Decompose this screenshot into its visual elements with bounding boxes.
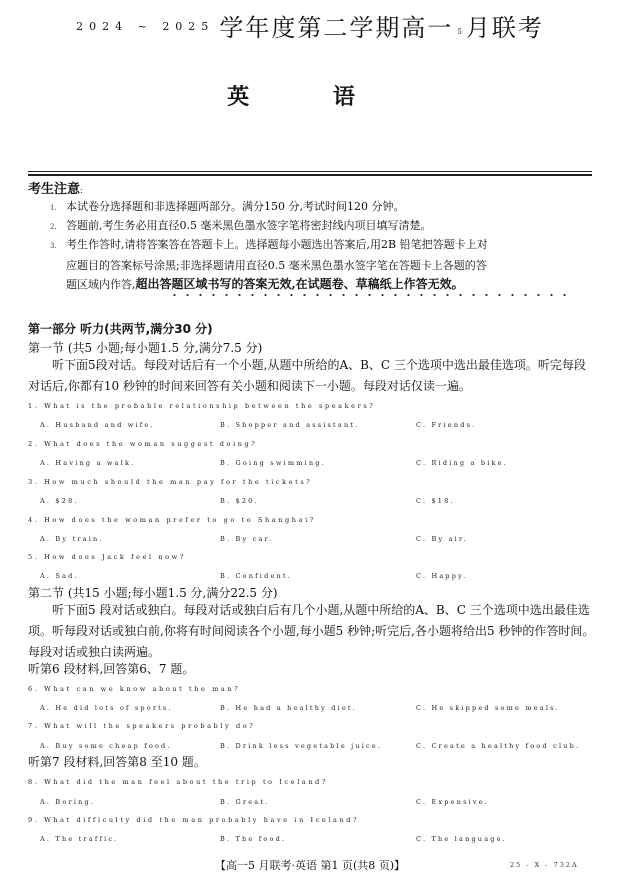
question-9: 9. What difficulty did the man probably have in Iceland?: [28, 816, 360, 824]
exam-month: 5: [457, 28, 462, 36]
notice-item-1: [50, 197, 598, 218]
option-5b: B. Confident.: [220, 572, 292, 580]
notice-num: 1.: [50, 204, 57, 212]
option-6b: B. He had a healthy diet.: [220, 704, 358, 712]
option-5a: A. Sad.: [40, 572, 79, 580]
exam-header: [0, 8, 620, 43]
part1-title: 第一部分 听力(共两节,满分30 分): [28, 322, 213, 336]
section1-title: 第一节 (共5 小题;每小题1.5 分,满分7.5 分): [28, 341, 263, 355]
option-6a: A. He did lots of sports.: [40, 704, 173, 712]
divider-thin: [28, 171, 592, 172]
notice-text: 题区域内作答,: [66, 278, 136, 291]
notice-item-3: [50, 235, 598, 294]
question-1: 1. What is the probable relationship between the speakers?: [28, 402, 376, 410]
option-2b: B. Going swimming.: [220, 459, 326, 467]
option-5c: C. Happy.: [416, 572, 468, 580]
notice-text: 本试卷分选择题和非选择题两部分。满分150 分,考试时间120 分钟。: [66, 200, 405, 213]
question-5: 5. How does Jack feel now?: [28, 553, 186, 561]
option-3c: C. $18.: [416, 497, 455, 505]
subject-title: 英 语: [227, 85, 393, 110]
notice-num: 3.: [50, 242, 57, 250]
option-1b: B. Shopper and assistant.: [220, 421, 360, 429]
option-4c: C. By air.: [416, 535, 468, 543]
option-6c: C. He skipped some meals.: [416, 704, 560, 712]
notice-text: 考生作答时,请将答案答在答题卡上。选择题每小题选出答案后,用2B 铅笔把答题卡上对: [66, 238, 488, 251]
option-2c: C. Riding a bike.: [416, 459, 508, 467]
notice-num: 2.: [50, 223, 57, 231]
paper-code: 25 - X - 732A: [510, 861, 579, 869]
section1-instructions: 听下面5段对话。每段对话后有一个小题,从题中所给的A、B、C 三个选项中选出最佳选项。听完每段对话后,你都有10 秒钟的时间来回答有关小题和阅读下一小题。每段对话仅读一遍。: [28, 358, 586, 393]
option-9c: C. The language.: [416, 835, 507, 843]
option-8a: A. Boring.: [40, 798, 96, 806]
question-7: 7. What will the speakers probably do?: [28, 722, 256, 730]
option-7b: B. Drink less vegetable juice.: [220, 742, 383, 750]
option-9b: B. The food.: [220, 835, 287, 843]
notice-colon: :: [80, 186, 83, 195]
school-year: 2024 ~ 2025: [76, 20, 215, 33]
option-8b: B. Great.: [220, 798, 270, 806]
notice-title-text: 考生注意: [28, 182, 81, 197]
option-4b: B. By car.: [220, 535, 274, 543]
section2-instructions: 听下面5 段对话或独白。每段对话或独白后有几个小题,从题中所给的A、B、C 三个选项中选出最佳选项。听每段对话或独白前,你将有时间阅读各个小题,每小题5 秒钟;听完后,各小题将给出5 秒钟的作答时间。每段对话或独白读两遍。: [28, 603, 595, 659]
option-3a: A. $28.: [40, 497, 79, 505]
question-3: 3. How much should the man pay for the tickets?: [28, 478, 313, 486]
question-8: 8. What did the man feel about the trip to Iceland?: [28, 778, 328, 786]
option-9a: A. The traffic.: [40, 835, 119, 843]
material-7-heading: 听第7 段材料,回答第8 至10 题。: [28, 755, 206, 769]
notice-item-2: [50, 216, 598, 237]
option-4a: A. By train.: [40, 535, 104, 543]
question-4: 4. How does the woman prefer to go to Shanghai?: [28, 516, 316, 524]
divider-thick: [28, 174, 592, 176]
exam-title: 学年度第二学期高一: [219, 14, 454, 42]
page-footer: 【高一5 月联考·英语 第1 页(共8 页)】: [214, 859, 406, 872]
option-1a: A. Husband and wife.: [40, 421, 155, 429]
notice-emphasis: 超出答题区域书写的答案无效,在试题卷、草稿纸上作答无效。: [135, 277, 464, 291]
emphasis-dots: [168, 293, 568, 297]
question-2: 2. What does the woman suggest doing?: [28, 440, 258, 448]
option-8c: C. Expensive.: [416, 798, 490, 806]
notice-text: 应题目的答案标号涂黑;非选择题请用直径0.5 毫米黑色墨水签字笔在答题卡上各题的答: [66, 259, 487, 272]
section2-title: 第二节 (共15 小题;每小题1.5 分,满分22.5 分): [28, 586, 278, 600]
option-7a: A. Buy some cheap food.: [40, 742, 172, 750]
option-3b: B. $20.: [220, 497, 259, 505]
option-2a: A. Having a walk.: [40, 459, 136, 467]
option-7c: C. Create a healthy food club.: [416, 742, 581, 750]
notice-text: 答题前,考生务必用直径0.5 毫米黑色墨水签字笔将密封线内项目填写清楚。: [66, 219, 432, 232]
exam-title-suffix: 月联考: [465, 14, 544, 42]
material-6-heading: 听第6 段材料,回答第6、7 题。: [28, 662, 195, 676]
option-1c: C. Friends.: [416, 421, 477, 429]
notice-title: [28, 178, 83, 197]
question-6: 6. What can we know about the man?: [28, 685, 241, 693]
